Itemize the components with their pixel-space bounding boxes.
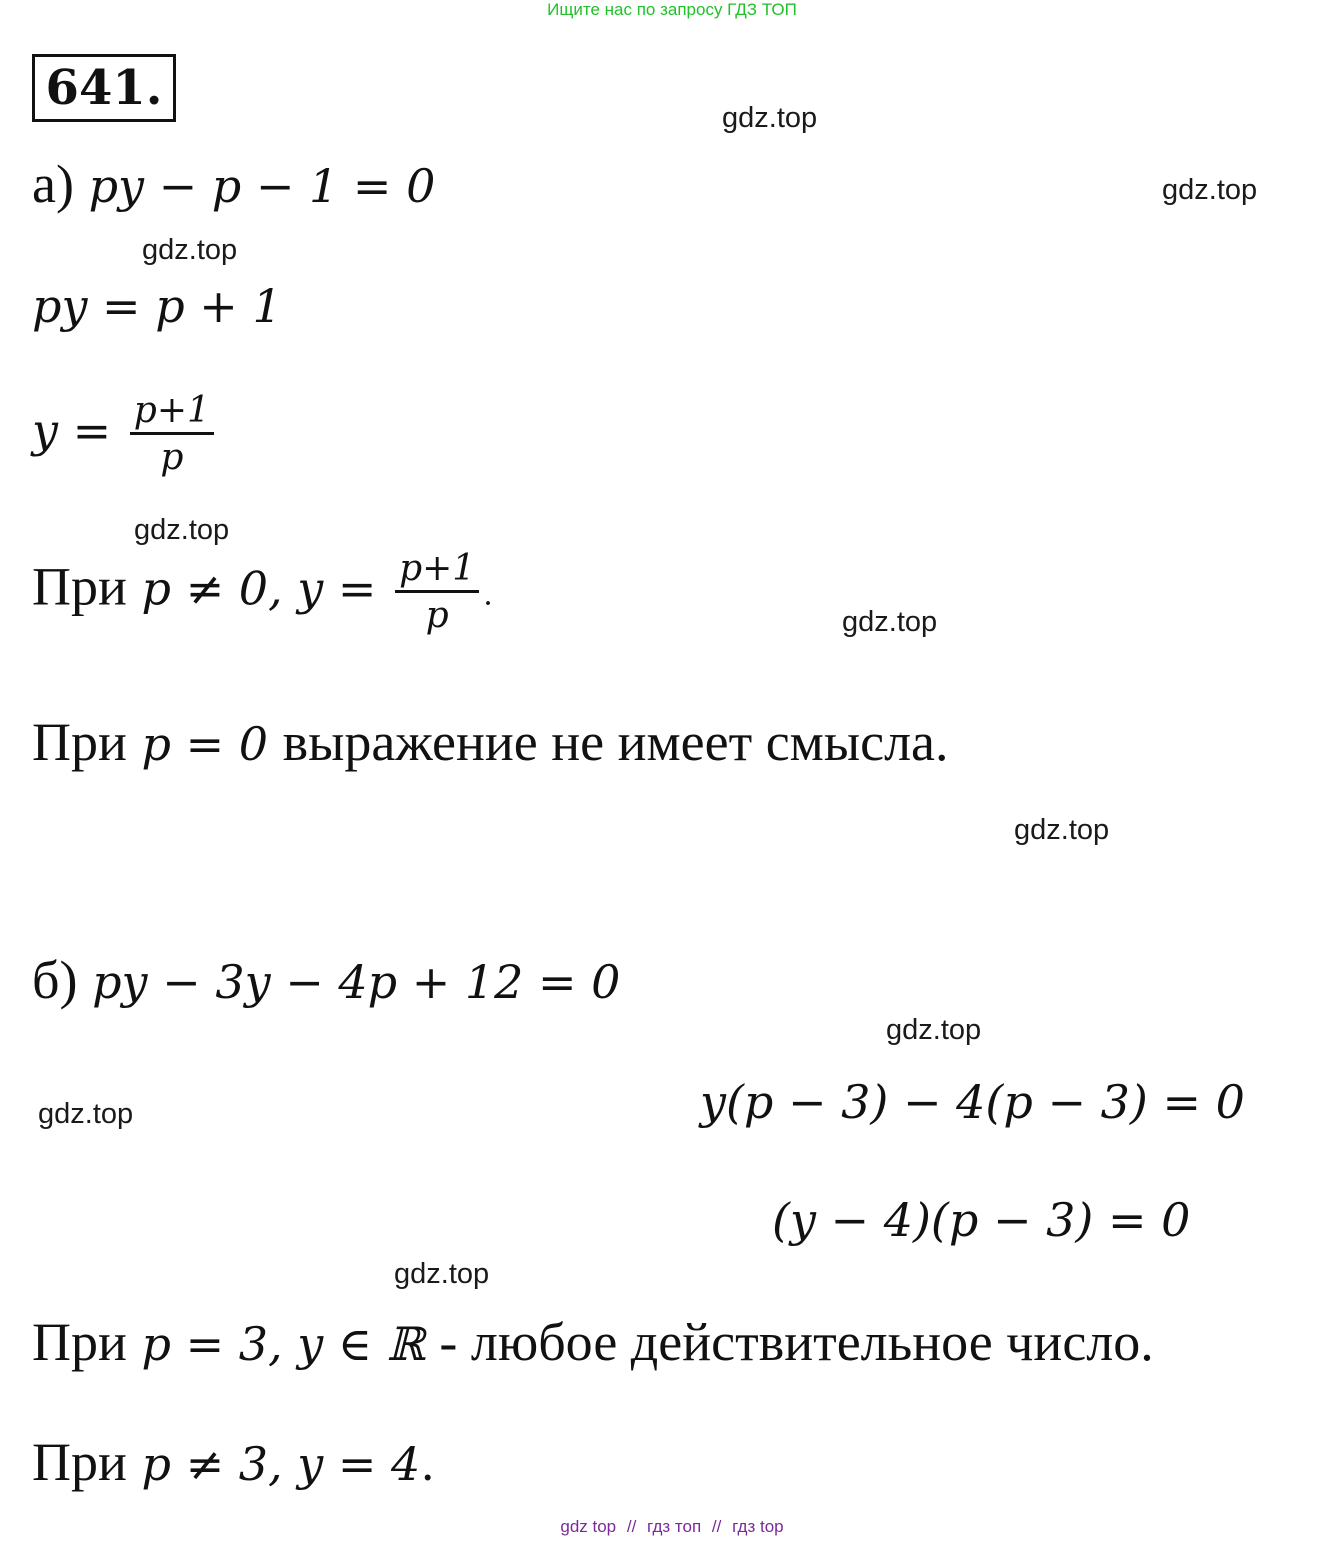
condition-text: выражение не имеет смысла. [282,712,949,772]
watermark: gdz.top [38,1098,134,1130]
part-a-equation-3 [32,392,218,477]
part-a-equation-2: py = p + 1 [32,279,282,333]
watermark: gdz.top [394,1258,490,1290]
fraction-numerator: p+1 [395,550,479,593]
condition-prefix: При [32,1432,127,1492]
fraction-denominator: p [425,594,449,636]
watermark: gdz.top [1162,174,1258,206]
part-a-label: а) [32,154,74,214]
part-a-condition-1 [32,550,493,635]
condition-prefix: При [32,556,127,617]
footer-separator: // [711,1517,722,1536]
footer-links [0,1517,1344,1537]
footer-link[interactable]: gdz top [560,1517,617,1536]
condition-prefix: При [32,712,127,772]
equation-text: py − p − 1 = 0 [88,159,436,213]
part-b-equation-2: y(p − 3) − 4(p − 3) = 0 [700,1075,1245,1129]
equation-left: y = [32,403,112,458]
period: . [420,1437,435,1491]
part-a-condition-2 [32,712,949,774]
watermark: gdz.top [886,1014,982,1046]
footer-separator: // [626,1517,637,1536]
part-b-equation-3: (y − 4)(p − 3) = 0 [772,1193,1191,1247]
fraction [130,392,214,477]
part-a-equation-1 [32,154,435,216]
part-b-equation-1 [32,950,620,1012]
watermark: gdz.top [722,102,818,134]
condition-math: p = 3, y ∈ ℝ [141,1317,425,1371]
fraction-numerator: p+1 [130,392,214,435]
footer-link[interactable]: гдз топ [647,1517,702,1536]
fraction [395,550,479,635]
period: . [483,577,493,613]
watermark: gdz.top [142,234,238,266]
condition-text: - любое действительное число. [439,1312,1154,1372]
problem-number: 641. [32,54,176,122]
condition-math: p ≠ 3, y = 4 [141,1437,421,1491]
equation-text: py − 3y − 4p + 12 = 0 [92,955,621,1009]
watermark: gdz.top [134,514,230,546]
top-banner[interactable]: Ищите нас по запросу ГДЗ ТОП [547,0,797,19]
part-b-label: б) [32,950,78,1010]
condition-math: p ≠ 0, y = [141,561,377,616]
watermark: gdz.top [1014,814,1110,846]
footer-link[interactable]: гдз top [732,1517,784,1536]
part-b-condition-1 [32,1312,1154,1374]
fraction-denominator: p [160,436,184,478]
part-b-condition-2 [32,1432,435,1494]
condition-math: p = 0 [141,717,269,771]
watermark: gdz.top [842,606,938,638]
condition-prefix: При [32,1312,127,1372]
